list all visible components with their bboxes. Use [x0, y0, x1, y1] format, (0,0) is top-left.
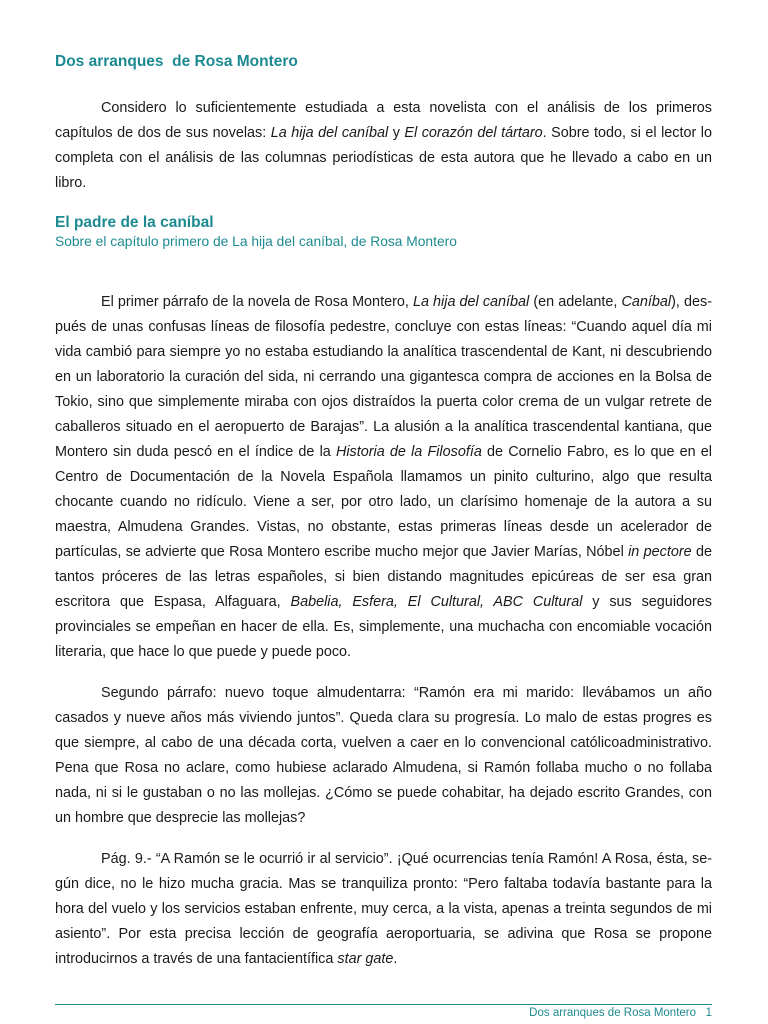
body-paragraph-3 — [55, 847, 712, 972]
section-heading: El padre de la caníbal — [55, 214, 214, 231]
document-page — [55, 0, 712, 1024]
paragraph-text: de Cornelio Fabro, es lo que en el Centro de Documentación de la Novela Española llamamos un pinito culturino, algo que resulta chocante cuando no ridículo. Viene a ser, por otro lado, un clarísimo homenaje de la autora a su maestra, Almudena Grandes. Vistas, no obstante, estas primeras líneas desde un acelerador de partículas, se advierte que Rosa Montero escribe mucho mejor que Javier Marías, Nóbel — [55, 444, 713, 560]
paragraph-text: Pág. 9.- “A Ramón se le ocurrió ir al servicio”. ¡Qué ocurrencias tenía Ramón! A Rosa, ésta, según dice, no le hizo mucha gracia. Mas se tranquiliza pronto: “Pero faltaba todavía bastante para la hora del vuelo y los servicios estaban enfrente, muy cerca, a la vista, apenas a treinta segundos de mi asiento”. Por esta precisa lección de geografía aeroportuaria, se adivina que Rosa se propone introducirnos a través de una fantacientífica — [55, 851, 712, 967]
intro-text: y — [388, 125, 405, 141]
document-title: Dos arranques de Rosa Montero — [55, 53, 298, 70]
italic-text: Caníbal — [621, 294, 672, 310]
paragraph-text: . — [393, 951, 398, 967]
book-title-canibal: La hija del caníbal — [270, 125, 389, 141]
body-paragraph-1 — [55, 290, 712, 665]
paragraph-text: y sus seguidores provinciales se empeñan en hacer de ella. Es, simplemente, una muchacha con encomiable vocación literaria, que hace lo que puede y puede poco. — [55, 594, 713, 660]
footer-divider — [55, 1004, 712, 1005]
italic-text: star gate — [337, 951, 394, 967]
italic-text: Babelia, Esfera, El Cultural, ABC Cultural — [290, 594, 583, 610]
intro-paragraph — [55, 96, 712, 196]
italic-text: in pectore — [628, 544, 692, 560]
book-title-tartaro: El corazón del tártaro — [404, 125, 543, 141]
intro-text: Considero lo suficientemente estudiada a esta novelista con el análisis de los primeros capítulos de dos de sus novelas: — [55, 100, 712, 141]
body-paragraph-2: Segundo párrafo: nuevo toque almudentarra: “Ramón era mi marido: llevábamos un año casados y nueve años más viviendo juntos”. Queda clara su progresía. Lo malo de estas progres es que siempre, al cabo de una década corta, vuelven a caer en lo convencional católicoadministrativo. Pena que Rosa no aclare, como hubiese aclarado Almudena, si Ramón follaba mucho o no follaba nada, ni si le gustaban o no las mollejas. ¿Cómo se puede cohabitar, ha dejado escrito Grandes, con un hombre que desprecie las mollejas? — [55, 685, 712, 826]
paragraph-text: de tantos próceres de las letras españoles, si bien distando magnitudes epicúreas de ser esa gran escritora que Espasa, Alfaguara, — [55, 544, 712, 610]
paragraph-text: ), después de unas confusas líneas de filosofía pedestre, concluye con estas líneas: “Cuando aquel día mi vida cambió para siempre yo no estaba estudiando la analítica trascendental de Kant, ni descubriendo en un laboratorio la curación del sida, ni cerrando una gigantesca compra de acciones en la Bolsa de Tokio, sino que simplemente miraba con ojos distraídos la puerta color crema de un vulgar retrete de caballeros situado en el aeropuerto de Barajas”. La alusión a la analítica trascendental kantiana, que Montero sin duda pescó en el índice de la — [55, 294, 713, 460]
section-subtitle: Sobre el capítulo primero de La hija del caníbal, de Rosa Montero — [55, 234, 457, 249]
italic-text: Historia de la Filosofía — [335, 444, 482, 460]
italic-text: La hija del caníbal — [412, 294, 530, 310]
paragraph-text: El primer párrafo de la novela de Rosa Montero, — [101, 294, 413, 310]
page-footer: Dos arranques de Rosa Montero 1 — [529, 1007, 712, 1019]
paragraph-text: (en adelante, — [529, 294, 622, 310]
intro-text: . Sobre todo, si el lector lo completa con el análisis de las columnas periodísticas de esta autora que he llevado a cabo en un libro. — [55, 125, 712, 191]
